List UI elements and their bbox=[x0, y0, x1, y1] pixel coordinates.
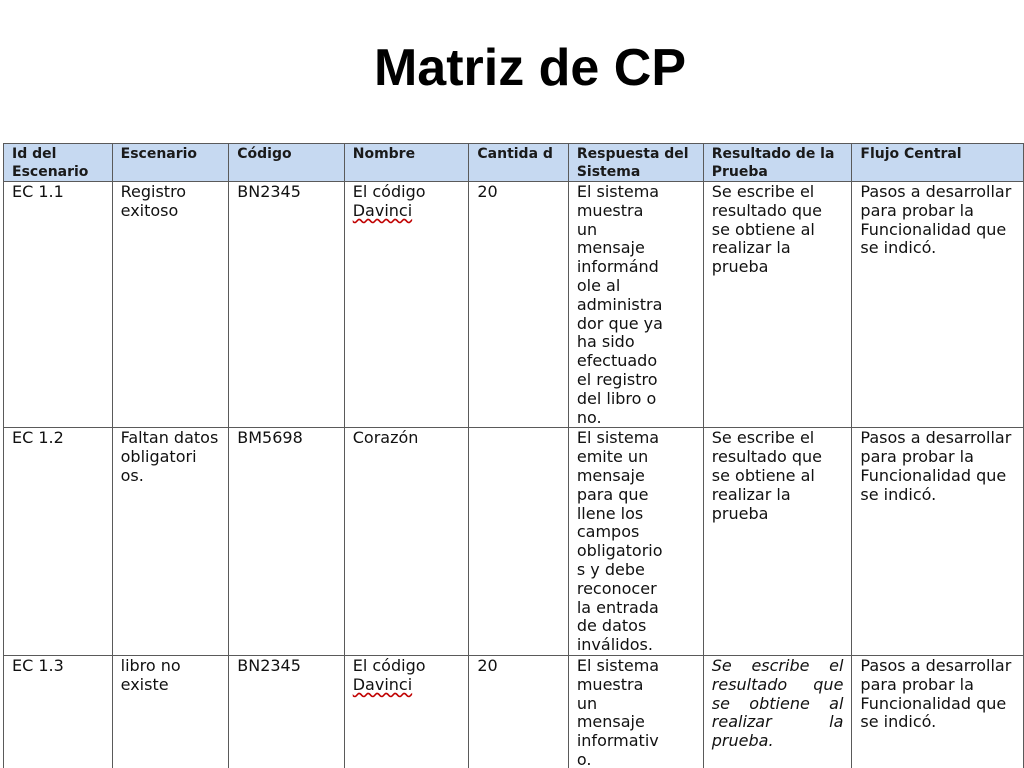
cell-id: EC 1.3 bbox=[4, 655, 113, 768]
header-flujo: Flujo Central bbox=[852, 144, 1024, 182]
cell-cantidad: 20 bbox=[469, 182, 568, 428]
cell-codigo: BN2345 bbox=[229, 655, 344, 768]
header-escenario: Escenario bbox=[112, 144, 229, 182]
header-codigo: Código bbox=[229, 144, 344, 182]
cell-codigo: BM5698 bbox=[229, 428, 344, 656]
cell-id: EC 1.1 bbox=[4, 182, 113, 428]
header-resultado: Resultado de la Prueba bbox=[703, 144, 852, 182]
table-row bbox=[4, 182, 1024, 428]
cell-resultado: Se escribe el resultado que se obtiene al realizar la prueba bbox=[703, 182, 852, 428]
cell-respuesta: El sistema muestra un mensaje informánd ole al administra dor que ya ha sido efectuado el registro del libro o no. bbox=[568, 182, 703, 428]
cell-nombre bbox=[344, 655, 469, 768]
spellcheck-word: Davinci bbox=[352, 674, 413, 694]
table-header-row bbox=[4, 144, 1024, 182]
cell-escenario: libro no existe bbox=[112, 655, 229, 768]
cell-cantidad bbox=[469, 428, 568, 656]
cell-nombre bbox=[344, 182, 469, 428]
cell-flujo: Pasos a desarrollar para probar la Funcionalidad que se indicó. bbox=[852, 655, 1024, 768]
header-respuesta: Respuesta del Sistema bbox=[568, 144, 703, 182]
test-case-table bbox=[3, 143, 1024, 768]
table-row bbox=[4, 428, 1024, 656]
cell-respuesta: El sistema muestra un mensaje informativ o. bbox=[568, 655, 703, 768]
header-id: Id del Escenario bbox=[4, 144, 113, 182]
nombre-text: Corazón bbox=[352, 428, 419, 448]
header-nombre: Nombre bbox=[344, 144, 469, 182]
cell-flujo: Pasos a desarrollar para probar la Funcionalidad que se indicó. bbox=[852, 428, 1024, 656]
cell-escenario: Faltan datos obligatori os. bbox=[112, 428, 229, 656]
cell-codigo: BN2345 bbox=[229, 182, 344, 428]
spellcheck-word: Davinci bbox=[352, 200, 413, 220]
cell-id: EC 1.2 bbox=[4, 428, 113, 656]
test-case-matrix bbox=[0, 140, 1024, 768]
cell-nombre bbox=[344, 428, 469, 656]
cell-escenario: Registro exitoso bbox=[112, 182, 229, 428]
cell-resultado: Se escribe el resultado que se obtiene al realizar la prueba. bbox=[703, 655, 852, 768]
table-row bbox=[4, 655, 1024, 768]
cell-cantidad: 20 bbox=[469, 655, 568, 768]
slide-title: Matriz de CP bbox=[373, 39, 687, 97]
cell-flujo: Pasos a desarrollar para probar la Funcionalidad que se indicó. bbox=[852, 182, 1024, 428]
cell-respuesta: El sistema emite un mensaje para que llene los campos obligatorio s y debe reconocer la entrada de datos inválidos. bbox=[568, 428, 703, 656]
cell-resultado: Se escribe el resultado que se obtiene al realizar la prueba bbox=[703, 428, 852, 656]
header-cantidad: Cantida d bbox=[469, 144, 568, 182]
nombre-text: El código bbox=[352, 182, 426, 201]
nombre-text: El código bbox=[352, 655, 426, 675]
